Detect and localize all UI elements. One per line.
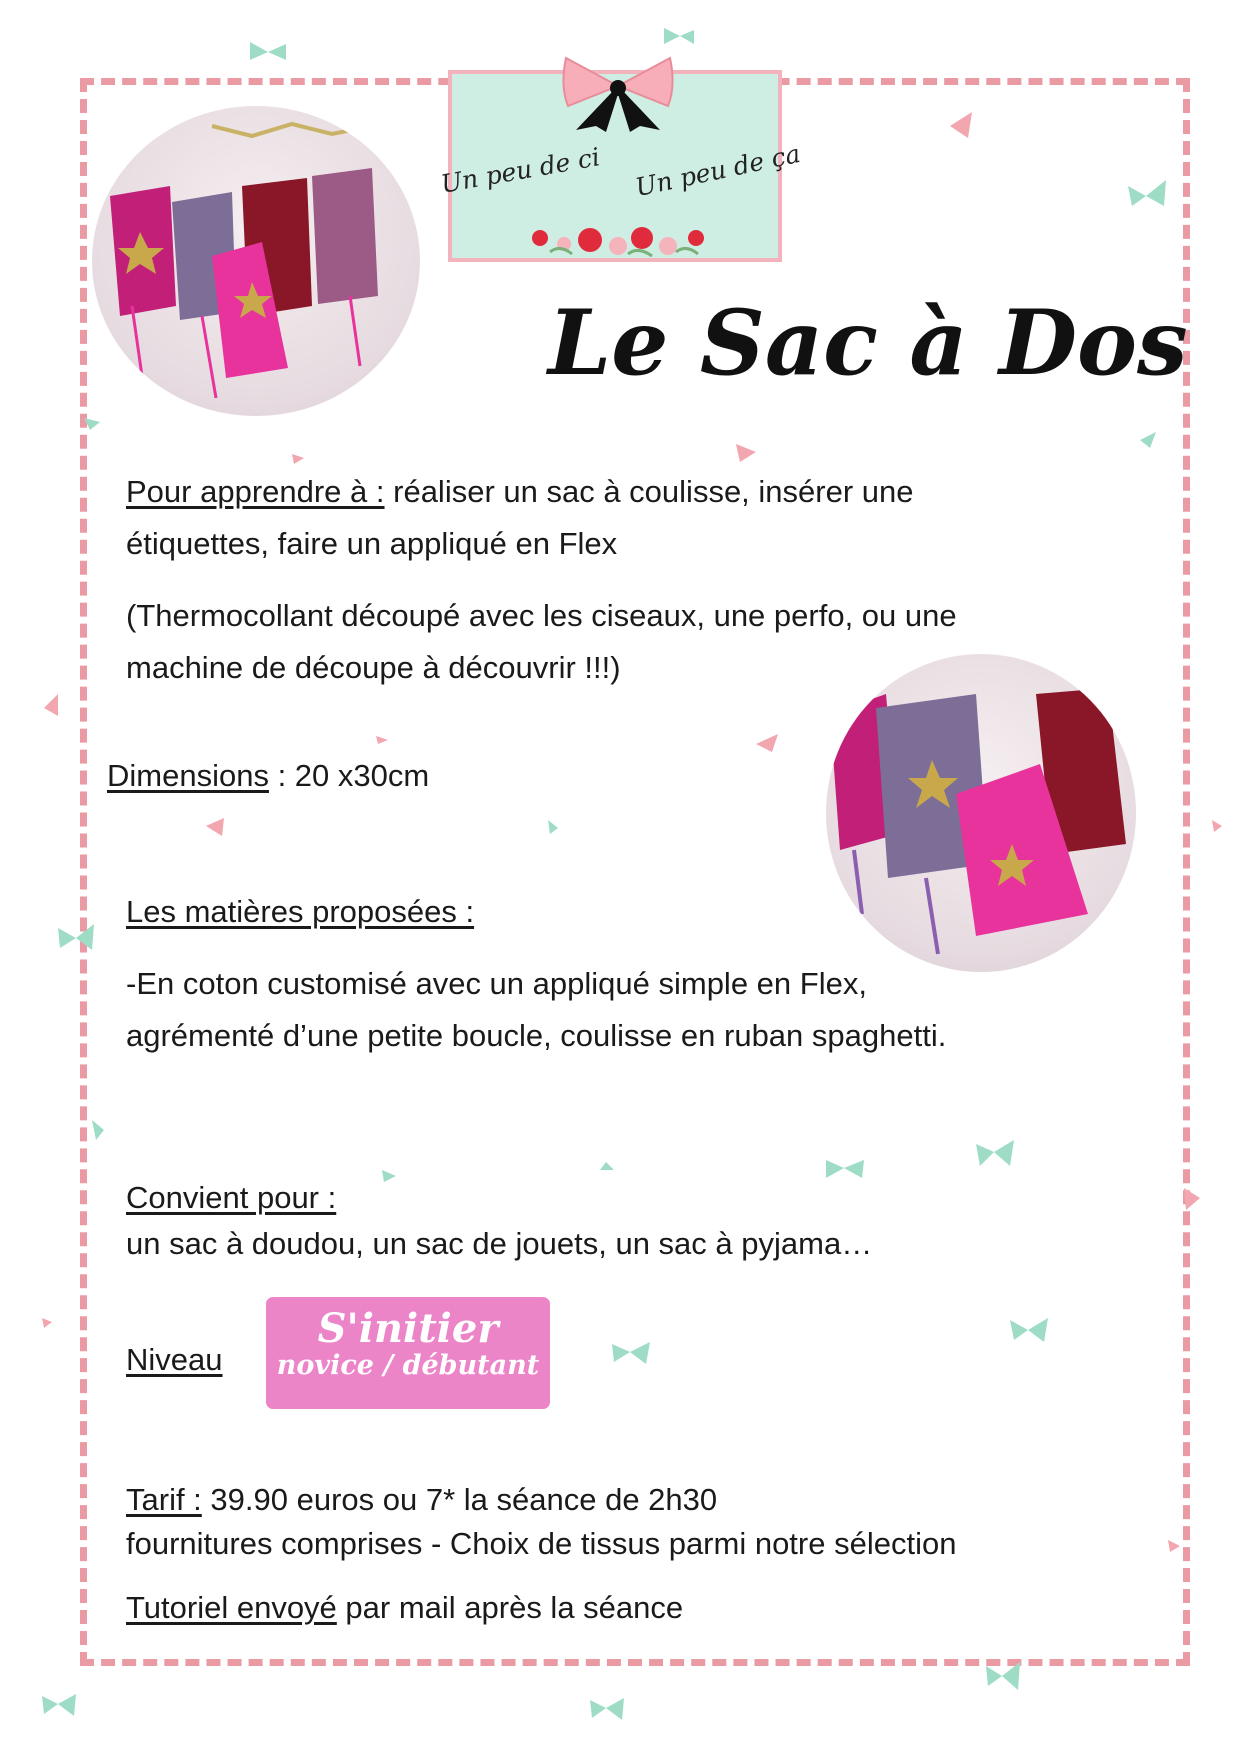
tutorial-row — [126, 1582, 683, 1634]
dimensions-label: Dimensions — [107, 758, 269, 793]
logo-text-right: Un peu de ça — [632, 138, 803, 203]
suitable-label — [126, 1172, 336, 1224]
mint-bow-confetti — [590, 1698, 624, 1720]
pink-confetti — [42, 1318, 52, 1328]
backpacks-illustration — [92, 106, 420, 416]
mint-bow-confetti — [382, 1170, 396, 1182]
mint-bow-confetti — [1140, 432, 1156, 448]
pink-confetti — [1212, 820, 1222, 832]
flower-garland-icon — [520, 222, 720, 266]
pink-confetti — [756, 734, 778, 752]
mint-bow-confetti — [826, 1160, 864, 1178]
materials-line1: -En coton customisé avec un appliqué simple en Flex, — [126, 966, 867, 1001]
learn-note-line1: (Thermocollant découpé avec les ciseaux, une perfo, ou une — [126, 598, 957, 633]
logo-text-left: Un peu de ci — [438, 142, 603, 199]
pink-confetti — [1184, 1188, 1200, 1210]
pink-confetti — [1168, 1540, 1180, 1552]
backpacks-photo-1 — [92, 106, 420, 416]
mint-bow-confetti — [612, 1342, 650, 1364]
backpacks-illustration — [826, 654, 1136, 972]
pink-confetti — [44, 694, 58, 716]
mint-bow-confetti — [600, 1162, 614, 1170]
suitable-text: un sac à doudou, un sac de jouets, un sac à pyjama… — [126, 1226, 873, 1261]
materials-line2: agrémenté d’une petite boucle, coulisse en ruban spaghetti. — [126, 1018, 947, 1053]
mint-bow-confetti — [92, 1120, 104, 1140]
level-label — [126, 1334, 223, 1386]
tarif-text: 39.90 euros ou 7* la séance de 2h30 — [201, 1482, 718, 1517]
materials-label — [126, 886, 474, 938]
mint-bow-confetti — [976, 1140, 1014, 1166]
tarif-line2: fournitures comprises - Choix de tissus parmi notre sélection — [126, 1526, 957, 1561]
learn-label: Pour apprendre à : — [126, 474, 385, 509]
mint-bow-confetti — [1128, 180, 1166, 206]
level-badge-sub: novice / débutant — [276, 1350, 540, 1381]
learn-note-line2: machine de découpe à découvrir !!!) — [126, 650, 621, 685]
dimensions-row — [107, 750, 429, 802]
tutorial-label: Tutoriel envoyé — [126, 1590, 337, 1625]
page-title: Le Sac à Dos — [548, 290, 1188, 396]
pink-confetti — [292, 454, 304, 464]
dimensions-value: : 20 x30cm — [268, 758, 430, 793]
mint-bow-confetti — [58, 924, 94, 950]
pink-confetti — [950, 112, 972, 138]
level-badge — [266, 1297, 550, 1409]
backpacks-photo-2 — [826, 654, 1136, 972]
mint-bow-confetti — [1010, 1318, 1048, 1342]
mint-bow-confetti — [250, 42, 286, 60]
materials-label-text: Les matières proposées : — [126, 894, 475, 929]
tutorial-text: par mail après la séance — [336, 1590, 684, 1625]
pink-confetti — [736, 444, 756, 462]
mint-bow-confetti — [664, 28, 694, 44]
learn-text-line2: étiquettes, faire un appliqué en Flex — [126, 526, 618, 561]
level-badge-main: S'initier — [317, 1305, 499, 1352]
level-label-text: Niveau — [126, 1342, 223, 1377]
pink-confetti — [376, 736, 388, 744]
learn-text: réaliser un sac à coulisse, insérer une — [384, 474, 914, 509]
tarif-label: Tarif : — [126, 1482, 202, 1517]
mint-bow-confetti — [84, 418, 100, 430]
mint-bow-confetti — [986, 1662, 1020, 1690]
learn-section — [126, 466, 914, 518]
suitable-label-text: Convient pour : — [126, 1180, 337, 1215]
mint-bow-confetti — [548, 820, 558, 834]
bow-icon — [558, 50, 678, 132]
pink-confetti — [206, 818, 224, 836]
mint-bow-confetti — [42, 1694, 76, 1716]
